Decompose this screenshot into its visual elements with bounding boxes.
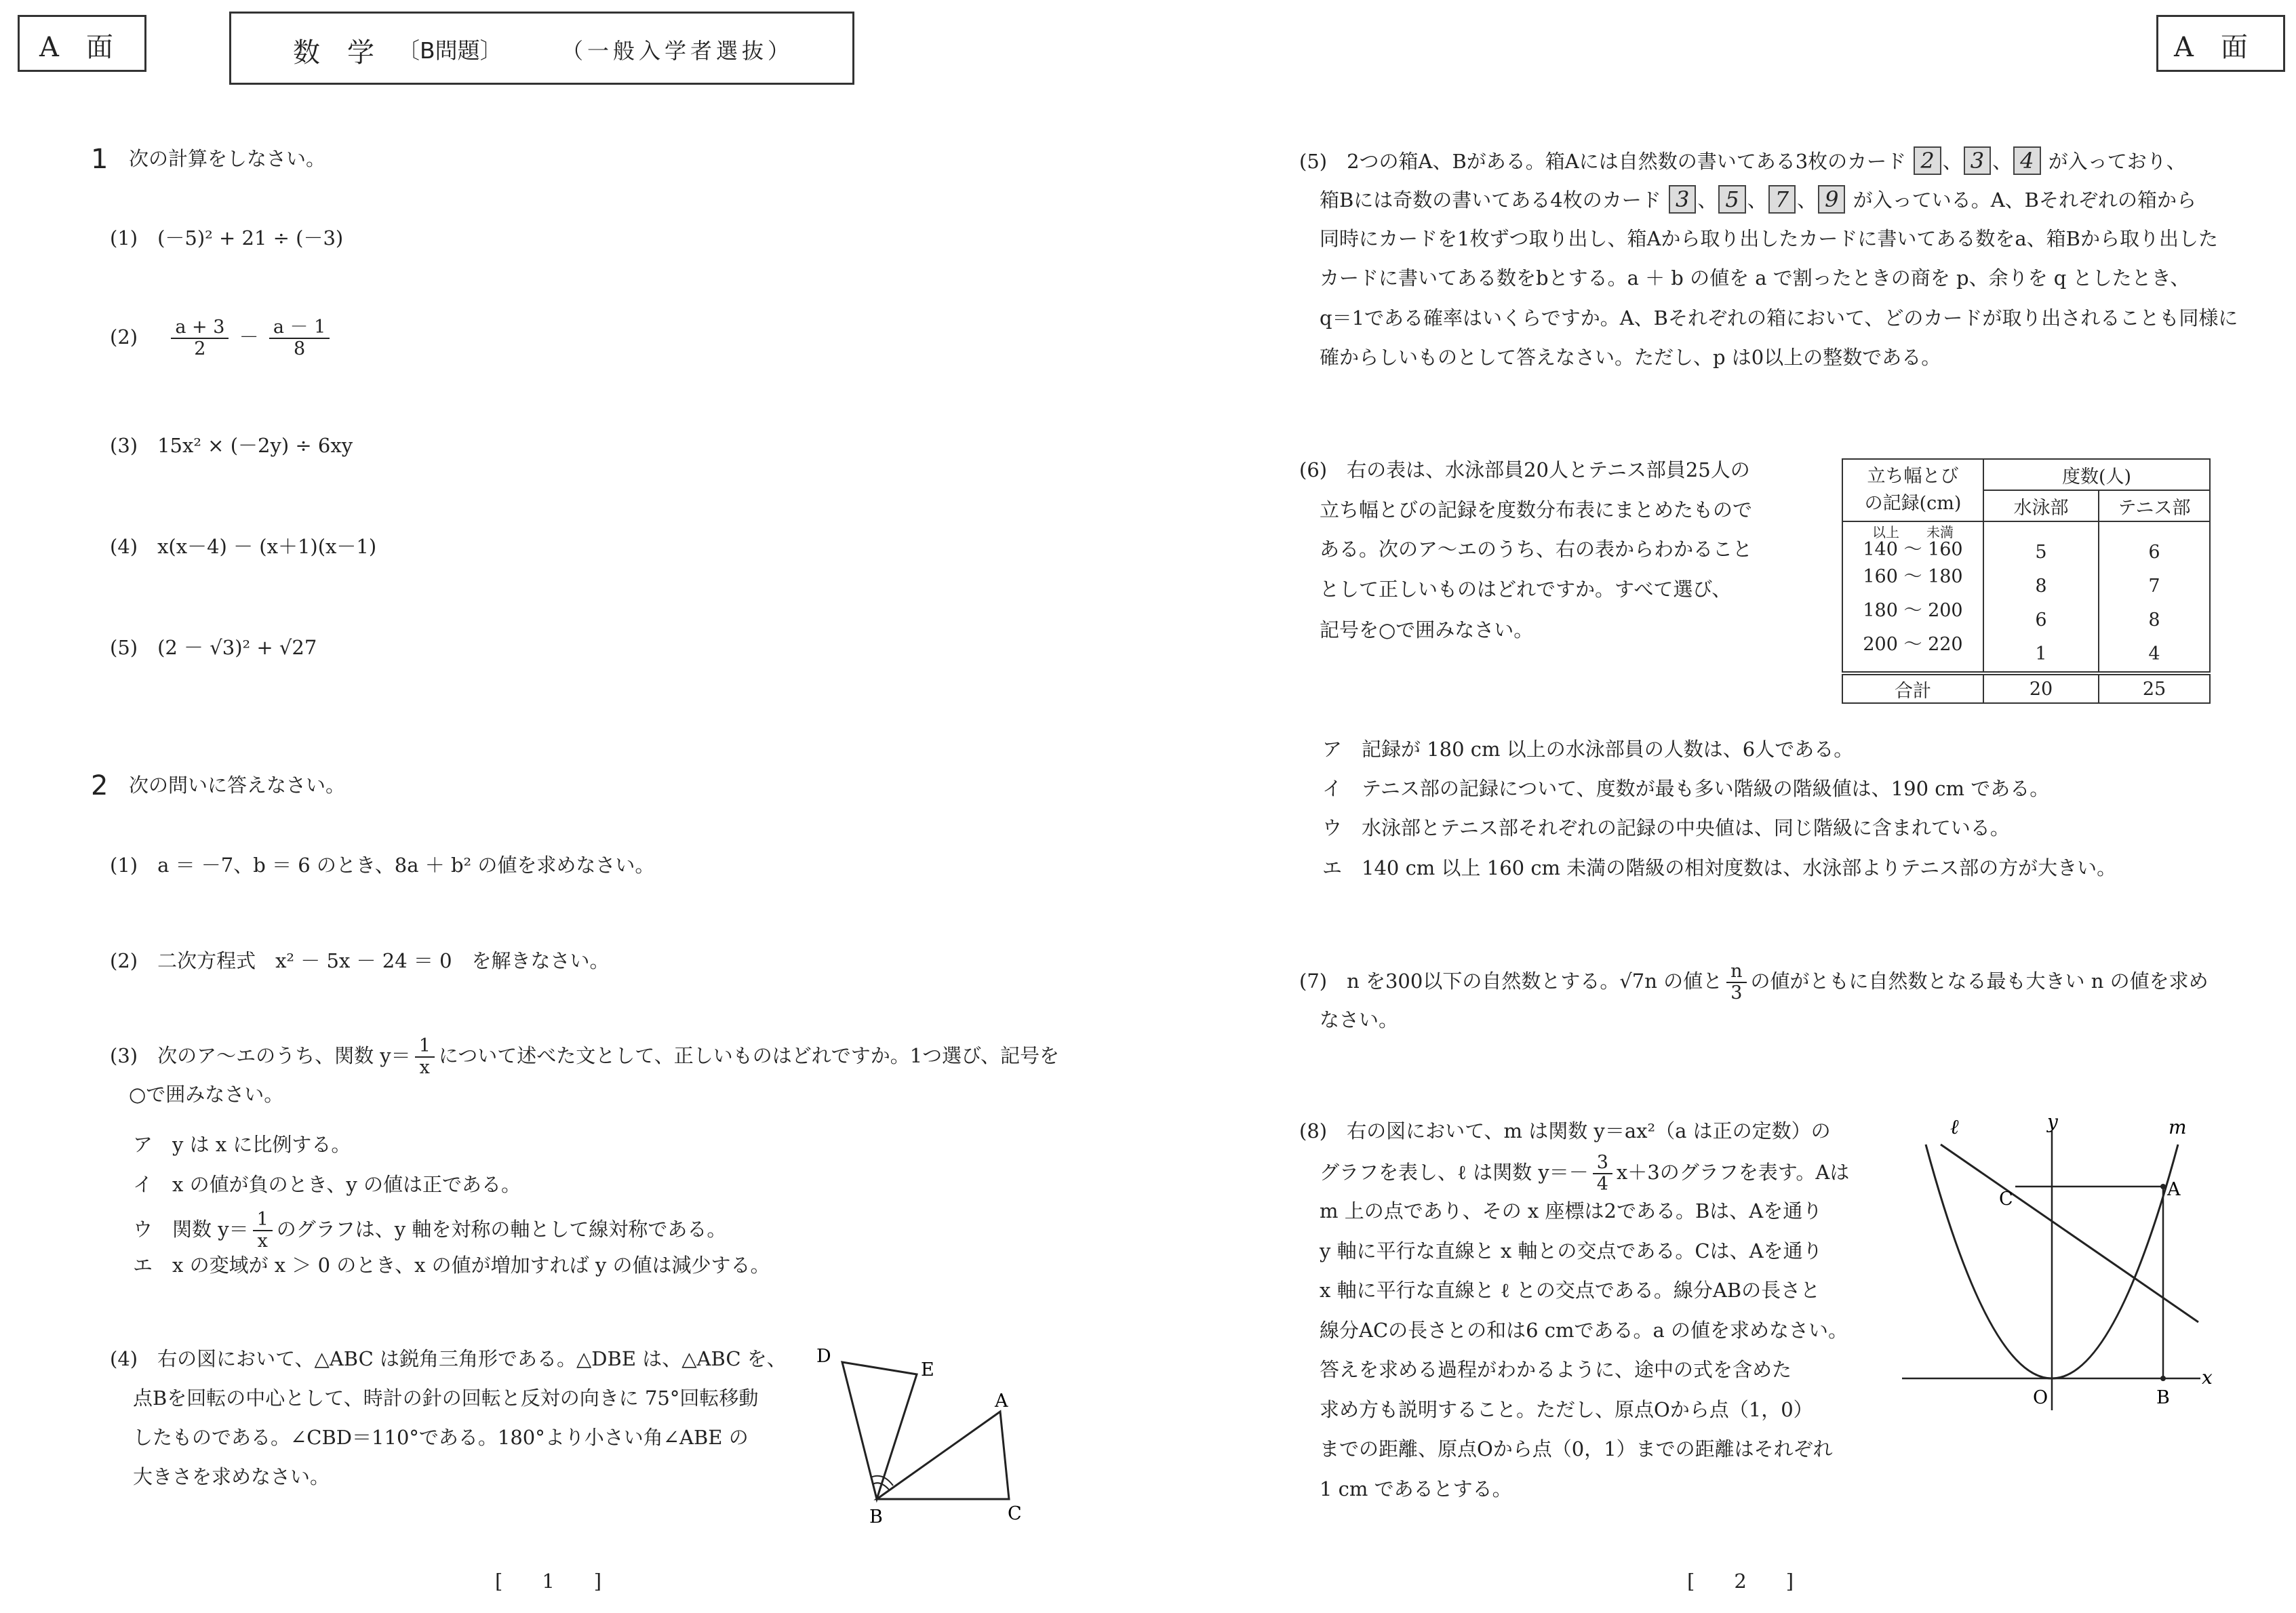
p8-line4: y 軸に平行な直線と x 軸との交点である。Cは、Aを通り [1320,1239,1823,1262]
problem-2-q4-line3: したものである。∠CBD＝110°である。180°より小さい角∠ABE の [133,1426,749,1449]
p8-line10: 1 cm であるとする。 [1320,1477,1512,1500]
p5-line2: 箱Bには奇数の書いてある4枚のカード 3 、 5 、 7 、 9 が入っている。A、Bそれぞれの箱から [1320,186,2196,212]
p6-option-i: イ テニス部の記録について、度数が最も多い階級の階級値は、190 cm である。 [1322,777,2050,800]
q3-u-frac-den: x [257,1231,268,1252]
label-m: m [2169,1116,2187,1138]
triangle-figure [807,1339,1037,1529]
table-swim-2: 8 [2035,576,2047,597]
p5-line6: 確からしいものとして答えなさい。ただし、p は0以上の整数である。 [1320,346,1941,369]
table-h2: の記録(cm) [1864,493,1962,514]
card-b-3: 7 [1768,185,1796,214]
p8-frac-num: 3 [1593,1153,1612,1174]
p6-line1: (6) 右の表は、水泳部員20人とテニス部員25人の [1299,458,1750,481]
table-swim-3: 6 [2035,610,2047,631]
problem-1-q2 [110,317,334,359]
p7-frac-num: n [1726,961,1746,983]
table-range-1: 140 〜 160 [1863,539,1963,560]
p8-line6: 線分ACの長さとの和は6 cmである。a の値を求めなさい。 [1320,1319,1848,1342]
label-C: C [1008,1503,1022,1524]
problem-1-number: 1 [91,144,108,175]
table-range-3: 180 〜 200 [1863,600,1963,621]
p5-line1-pre: (5) 2つの箱A、Bがある。箱Aには自然数の書いてある3枚のカード [1299,150,1907,173]
p5-line1: (5) 2つの箱A、Bがある。箱Aには自然数の書いてある3枚のカード 2 、 3 、 4 が入っており、 [1299,148,2186,174]
p5-line2-pre: 箱Bには奇数の書いてある4枚のカード [1320,188,1661,212]
p6-option-u: ウ 水泳部とテニス部それぞれの記録の中央値は、同じ階級に含まれている。 [1322,816,2010,839]
q3-post: について述べた文として、正しいものはどれですか。1つ選び、記号を [438,1044,1060,1067]
table-tennis-4: 4 [2148,643,2160,664]
q3-u-pre: ウ 関数 y＝ [133,1218,249,1241]
table-swim-1: 5 [2035,542,2047,563]
p6-line5: 記号を○で囲みなさい。 [1320,618,1534,641]
label-D: D [816,1346,831,1367]
q2-operator: － [239,325,259,349]
title-category: （一般入学者選抜） [561,38,794,64]
table-h1: 立ち幅とび [1867,466,1959,487]
label-A: A [995,1391,1008,1412]
card-b-1: 3 [1669,185,1696,214]
table-total-tennis: 25 [2099,673,2210,703]
p5-line1-post: が入っており、 [2048,150,2186,173]
table-range-4: 200 〜 220 [1863,634,1963,655]
problem-2-q3-line2: ○で囲みなさい。 [129,1083,284,1106]
p5-line2-post: が入っている。A、Bそれぞれの箱から [1853,188,2196,212]
problem-2-q3-option-a: ア y は x に比例する。 [133,1133,351,1156]
p8-line7: 答えを求める過程がわかるように、途中の式を含めた [1320,1358,1792,1381]
problem-1-q1: (1) (－5)² + 21 ÷ (－3) [110,226,344,250]
p5-line4: カードに書いてある数をbとする。a ＋ b の値を a で割ったときの商を p、余りを q としたとき、 [1320,266,2190,290]
p7-post: の値がともに自然数となる最も大きい n の値を求め [1750,970,2209,993]
face-label-right-text: A 面 [2174,32,2248,63]
table-header-record [1842,459,1983,521]
table-range-header: 以上 未満 [1872,524,1954,540]
label-C: C [1999,1189,2013,1210]
p8-line9: までの距離、原点Oから点（0，1）までの距離はそれぞれ [1320,1437,1833,1460]
p7-pre: (7) n を300以下の自然数とする。√7n の値と [1299,970,1723,993]
q2-f2-num: a － 1 [269,317,330,339]
point-a [2160,1184,2166,1189]
card-b-4: 9 [1818,185,1845,214]
table-total-label: 合計 [1842,673,1983,703]
table-tennis-col [2099,521,2210,673]
q2-fraction-2 [269,317,330,359]
label-B: B [869,1507,883,1528]
table-header-swim: 水泳部 [1983,490,2099,521]
card-b-2: 5 [1718,185,1745,214]
line-l [1941,1144,2198,1322]
p6-option-e: エ 140 cm 以上 160 cm 未満の階級の相対度数は、水泳部よりテニス部の方が大きい。 [1322,856,2117,879]
q2-f2-den: 8 [293,338,306,359]
p8-line2 [1320,1153,1849,1195]
label-A: A [2167,1179,2181,1200]
problem-2-q3-option-u [133,1210,726,1252]
problem-1-instruction: 次の計算をしなさい。 [129,147,326,170]
q3-u-frac-num: 1 [253,1210,273,1231]
q3-u-fraction [253,1210,273,1252]
q2-f1-num: a + 3 [171,317,229,339]
p6-line4: として正しいものはどれですか。すべて選び、 [1320,578,1732,601]
table-header-freq: 度数(人) [1983,459,2210,490]
q3-fraction [415,1036,435,1078]
problem-2-q4-line1: (4) 右の図において、△ABC は鋭角三角形である。△DBE は、△ABC を、 [110,1347,787,1370]
problem-2-number: 2 [91,770,108,801]
table-header-tennis: テニス部 [2099,490,2210,521]
label-O: O [2033,1387,2048,1408]
table-range-2: 160 〜 180 [1863,566,1963,587]
title-problem: 〔B問題〕 [397,37,502,64]
p8-line2-post: x＋3のグラフを表す。Aは [1616,1161,1850,1184]
p7-line2: なさい。 [1320,1008,1399,1031]
q2-f1-den: 2 [194,338,206,359]
card-a-2: 3 [1964,146,1991,175]
p5-line5: q＝1である確率はいくらですか。A、Bそれぞれの箱において、どのカードが取り出されることも同様に [1320,306,2238,330]
table-tennis-1: 6 [2148,542,2160,563]
problem-2-instruction: 次の問いに答えなさい。 [129,774,346,797]
p8-line5: x 軸に平行な直線と ℓ との交点である。線分ABの長さと [1320,1279,1821,1302]
p7-frac-den: 3 [1730,982,1743,1003]
p7-fraction [1726,961,1746,1003]
p8-line2-pre: グラフを表し、ℓ は関数 y＝－ [1320,1161,1589,1184]
p8-line1: (8) 右の図において、m は関数 y＝ax²（a は正の定数）の [1299,1119,1831,1142]
q3-u-post: のグラフは、y 軸を対称の軸として線対称である。 [276,1218,727,1241]
p8-line8: 求め方も説明すること。ただし、原点Oから点（1，0） [1320,1398,1813,1421]
p8-line3: m 上の点であり、その x 座標は2である。Bは、Aを通り [1320,1199,1823,1222]
table-swim-4: 1 [2035,643,2047,664]
label-l: ℓ [1950,1115,1959,1139]
label-B: B [2156,1387,2170,1408]
problem-2-q4-line2: 点Bを回転の中心として、時計の針の回転と反対の向きに 75°回転移動 [133,1387,759,1410]
card-a-3: 4 [2013,146,2040,175]
parabola-figure [1899,1112,2224,1417]
table-total-swim: 20 [1983,673,2099,703]
page-number-right: [ 2 ] [1687,1570,1794,1593]
title-subject: 数 学 [293,37,374,68]
problem-1-q4: (4) x(x－4) － (x＋1)(x－1) [110,535,377,558]
problem-2-q2: (2) 二次方程式 x² － 5x － 24 ＝ 0 を解きなさい。 [110,949,610,972]
q2-fraction-1 [171,317,229,359]
point-b [2160,1376,2166,1381]
frequency-table [1842,458,2211,704]
label-E: E [921,1359,934,1380]
label-x: x [2202,1366,2213,1389]
problem-1-q5: (5) (2 － √3)² + √27 [110,636,317,659]
q2-label: (2) [110,325,138,349]
q3-frac-num: 1 [415,1036,435,1058]
table-ranges [1842,521,1983,673]
triangle-abc [877,1412,1009,1499]
page-number-left: [ 1 ] [495,1570,602,1593]
p5-line3: 同時にカードを1枚ずつ取り出し、箱Aから取り出したカードに書いてある数をa、箱Bから取り出した [1320,227,2218,250]
p7-line1 [1299,961,2209,1003]
table-tennis-3: 8 [2148,610,2160,631]
card-a-1: 2 [1914,146,1941,175]
face-label-left-text: A 面 [39,32,113,63]
problem-2-q1: (1) a ＝ －7、b ＝ 6 のとき、8a ＋ b² の値を求めなさい。 [110,854,655,877]
p6-option-a: ア 記録が 180 cm 以上の水泳部員の人数は、6人である。 [1322,738,1854,761]
q3-frac-den: x [419,1057,430,1078]
problem-2-q3 [110,1036,1059,1078]
label-y: y [2047,1112,2058,1133]
problem-2-q3-option-i: イ x の値が負のとき、y の値は正である。 [133,1173,521,1196]
problem-2-q4-line4: 大きさを求めなさい。 [133,1465,330,1488]
p8-fraction [1593,1153,1612,1195]
problem-1-q3: (3) 15x² × (－2y) ÷ 6xy [110,434,353,457]
table-swim-col [1983,521,2099,673]
p8-frac-den: 4 [1596,1174,1608,1195]
p6-line2: 立ち幅とびの記録を度数分布表にまとめたもので [1320,498,1753,521]
problem-2-q3-option-e: エ x の変域が x ＞ 0 のとき、x の値が増加すれば y の値は減少する。 [133,1254,770,1277]
table-tennis-2: 7 [2148,576,2160,597]
q3-pre: (3) 次のア〜エのうち、関数 y＝ [110,1044,411,1067]
p6-line3: ある。次のア〜エのうち、右の表からわかること [1320,538,1753,561]
